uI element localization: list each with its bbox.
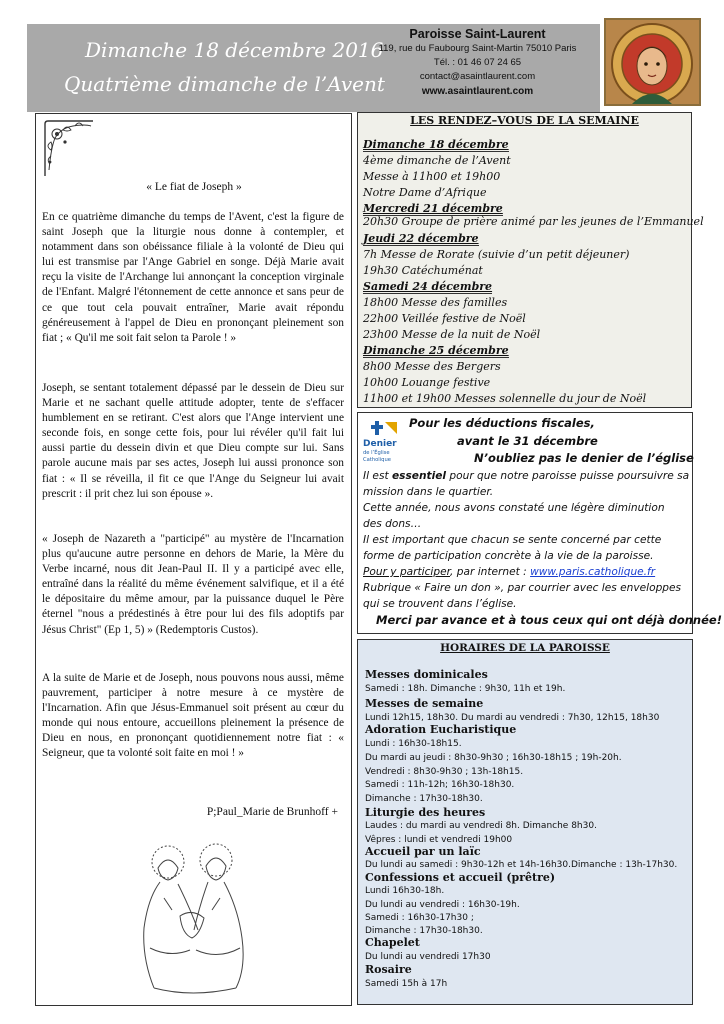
horaires-heading: Liturgie des heures xyxy=(365,806,486,819)
denier-heading-3: N’oubliez pas le denier de l’église xyxy=(474,451,694,465)
parish-phone: Tél. : 01 46 07 24 65 xyxy=(433,57,522,68)
denier-thanks: Merci par avance et à tous ceux qui ont déjà donnée! xyxy=(376,613,722,627)
rendezvous-item: 22h00 Veillée festive de Noël xyxy=(363,312,526,325)
denier-text-line: des dons… xyxy=(363,518,422,530)
horaires-line: Du lundi au vendredi 17h30 xyxy=(365,952,491,962)
horaires-heading: Confessions et accueil (prêtre) xyxy=(365,871,556,884)
denier-text-line: Rubrique « Faire un don », par courrier avec les enveloppes xyxy=(363,582,682,594)
rendezvous-item: 18h00 Messe des familles xyxy=(363,296,508,309)
horaires-line: Dimanche : 17h30-18h30. xyxy=(365,794,483,804)
denier-logo-icon xyxy=(361,420,399,472)
article-signature: P;Paul_Marie de Brunhoff + xyxy=(206,806,338,818)
denier-text-line: Il est essentiel pour que notre paroisse puisse poursuivre sa xyxy=(363,470,690,482)
horaires-heading: Adoration Eucharistique xyxy=(365,723,517,736)
parish-email[interactable]: contact@asaintlaurent.com xyxy=(419,71,536,82)
rendezvous-item: 11h00 et 19h00 Messes solennelle du jour de Noël xyxy=(363,392,647,405)
horaires-line: Lundi 12h15, 18h30. Du mardi au vendredi : 7h30, 12h15, 18h30 xyxy=(365,713,660,723)
horaires-line: Dimanche : 17h30-18h30. xyxy=(365,926,483,936)
horaires-title: HORAIRES DE LA PAROISSE xyxy=(440,642,610,654)
horaires-line: Du lundi au vendredi : 16h30-19h. xyxy=(365,900,520,910)
rendezvous-item: 20h30 Groupe de prière animé par les jeunes de l’Emmanuel xyxy=(363,215,704,228)
horaires-heading: Messes dominicales xyxy=(365,668,488,681)
horaires-heading: Chapelet xyxy=(365,936,420,949)
denier-heading-2: avant le 31 décembre xyxy=(457,434,598,448)
parish-name: Paroisse Saint-Laurent xyxy=(409,27,546,41)
rendezvous-item: Notre Dame d’Afrique xyxy=(363,186,487,199)
horaires-line: Laudes : du mardi au vendredi 8h. Dimanche 8h30. xyxy=(365,821,597,831)
horaires-heading: Accueil par un laïc xyxy=(365,845,481,858)
rendezvous-date: Mercredi 21 décembre xyxy=(363,202,503,215)
rendezvous-date: Dimanche 18 décembre xyxy=(363,138,509,151)
rendezvous-date: Dimanche 25 décembre xyxy=(363,344,509,357)
denier-text-line: Il est important que chacun se sente concerné par cette xyxy=(363,534,662,546)
denier-text-line: mission dans le quartier. xyxy=(363,486,494,498)
horaires-line: Du mardi au jeudi : 8h30-9h30 ; 16h30-18h15 ; 19h-20h. xyxy=(365,753,622,763)
page-title-sunday: Quatrième dimanche de l’Avent xyxy=(64,72,385,96)
horaires-line: Lundi : 16h30-18h15. xyxy=(365,739,462,749)
rendezvous-item: 10h00 Louange festive xyxy=(363,376,491,389)
rendezvous-item: 23h00 Messe de la nuit de Noël xyxy=(363,328,541,341)
holy-family-drawing-icon xyxy=(120,838,270,1003)
denier-donation-link[interactable]: www.paris.catholique.fr xyxy=(530,566,656,578)
denier-logo-text: Denier xyxy=(363,439,397,449)
horaires-line: Samedi : 16h30-17h30 ; xyxy=(365,913,474,923)
denier-logo-text: Catholique xyxy=(363,457,391,463)
rendezvous-item: Messe à 11h00 et 19h00 xyxy=(363,170,501,183)
horaires-line: Du lundi au samedi : 9h30-12h et 14h-16h30.Dimanche : 13h-17h30. xyxy=(365,860,678,870)
rendezvous-date: Samedi 24 décembre xyxy=(363,280,493,293)
horaires-line: Samedi 15h à 17h xyxy=(365,979,448,989)
parish-address: 119, rue du Faubourg Saint-Martin 75010 Paris xyxy=(378,43,577,54)
denier-text-line: Pour y participer, par internet : www.paris.catholique.fr xyxy=(363,566,656,578)
denier-logo-text: de l’Église xyxy=(363,450,390,456)
article-title: « Le fiat de Joseph » xyxy=(146,181,242,193)
horaires-heading: Messes de semaine xyxy=(365,697,484,710)
saint-laurent-icon xyxy=(604,18,701,106)
denier-text-line: qui se trouvent dans l’église. xyxy=(363,598,517,610)
rendezvous-item: 4ème dimanche de l’Avent xyxy=(363,154,511,167)
horaires-line: Samedi : 18h. Dimanche : 9h30, 11h et 19h. xyxy=(365,684,566,694)
rendezvous-title: LES RENDEZ–VOUS DE LA SEMAINE xyxy=(410,114,639,127)
rendezvous-item: 7h Messe de Rorate (suivie d’un petit déjeuner) xyxy=(363,248,630,261)
parish-contact-block xyxy=(355,26,600,99)
rendezvous-date: Jeudi 22 décembre xyxy=(363,232,479,245)
article-paragraph: « Joseph de Nazareth a "participé" au mystère de l'Incarnation plus qu'aucune autre personne en dehors de Marie, la Mère du Verbe incarné, nous dit Jean-Paul II. Il y a participé avec elle, entraîné dans la réalité du même événement salvifique, et il a été le dépositaire du même amour, par la puissance duquel le Père éternel "nous a prédestinés à être pour lui des fils adoptifs par Jésus Christ" (Ep 1, 5) » (Redemptoris Custos). xyxy=(42,533,344,636)
denier-text-line: Cette année, nous avons constaté une légère diminution xyxy=(363,502,665,514)
parish-website[interactable]: www.asaintlaurent.com xyxy=(421,86,534,97)
horaires-line: Vêpres : lundi et vendredi 19h00 xyxy=(365,835,513,845)
rendezvous-item: 19h30 Catéchuménat xyxy=(363,264,483,277)
denier-heading-1: Pour les déductions fiscales, xyxy=(409,416,595,430)
rendezvous-item: 8h00 Messe des Bergers xyxy=(363,360,501,373)
article-paragraph: Joseph, se sentant totalement dépassé par le dessein de Dieu sur Marie et ne sachant quelle attitude adopter, tente de s'effacer humblement en se retirant. C'est alors que l'Ange intervient une seconde fois, en songe cette fois, pour lui révéler qu'il fait lui aussi partie du dessein divin et que Dieu compte sur lui. Sans parole aucune mais par ses actes, Joseph lui aussi prononce son fiat : « Il se réveilla, il fit ce que l'Ange du Seigneur lui avait prescrit : il prit chez lui son épouse ». xyxy=(42,382,344,500)
horaires-line: Samedi : 11h-12h; 16h30-18h30. xyxy=(365,780,515,790)
horaires-heading: Rosaire xyxy=(365,963,412,976)
article-paragraph: En ce quatrième dimanche du temps de l'Avent, c'est la figure de saint Joseph que la liturgie nous donne à contempler, et notamment dans son obéissance filiale à la volonté de Dieu qui lui est transmise par l'Ange Gabriel en songe. Déjà Marie avait reçu la visite de l'Archange lui annonçant la conception virginale de l'Enfant. Malgré l'étonnement de cette annonce et sans peur de ce que tout cela pouvait entraîner, Marie avait répondu généreusement à l'appel de Dieu en prononçant pleinement son fiat ; « Qu'il me soit fait selon ta Parole ! » xyxy=(42,211,344,344)
horaires-line: Lundi 16h30-18h. xyxy=(365,886,445,896)
denier-text-line: forme de participation concrète à la vie de la paroisse. xyxy=(363,550,654,562)
horaires-line: Vendredi : 8h30-9h30 ; 13h-18h15. xyxy=(365,767,524,777)
page-title-date: Dimanche 18 décembre 2016 xyxy=(85,38,384,62)
floral-corner-icon xyxy=(41,118,96,183)
denier-emphasis: essentiel xyxy=(392,470,447,482)
article-paragraph: A la suite de Marie et de Joseph, nous pouvons nous aussi, même pauvrement, participer à notre mesure à ce mystère de l'Incarnation. Afin que Jésus-Emmanuel soit présent au cœur du monde qui nous entoure, accueillons pleinement la présence de Dieu en nous, en prononçant quotidiennement notre fiat : « Seigneur, que ta volonté soit faite en moi ! » xyxy=(42,672,344,760)
